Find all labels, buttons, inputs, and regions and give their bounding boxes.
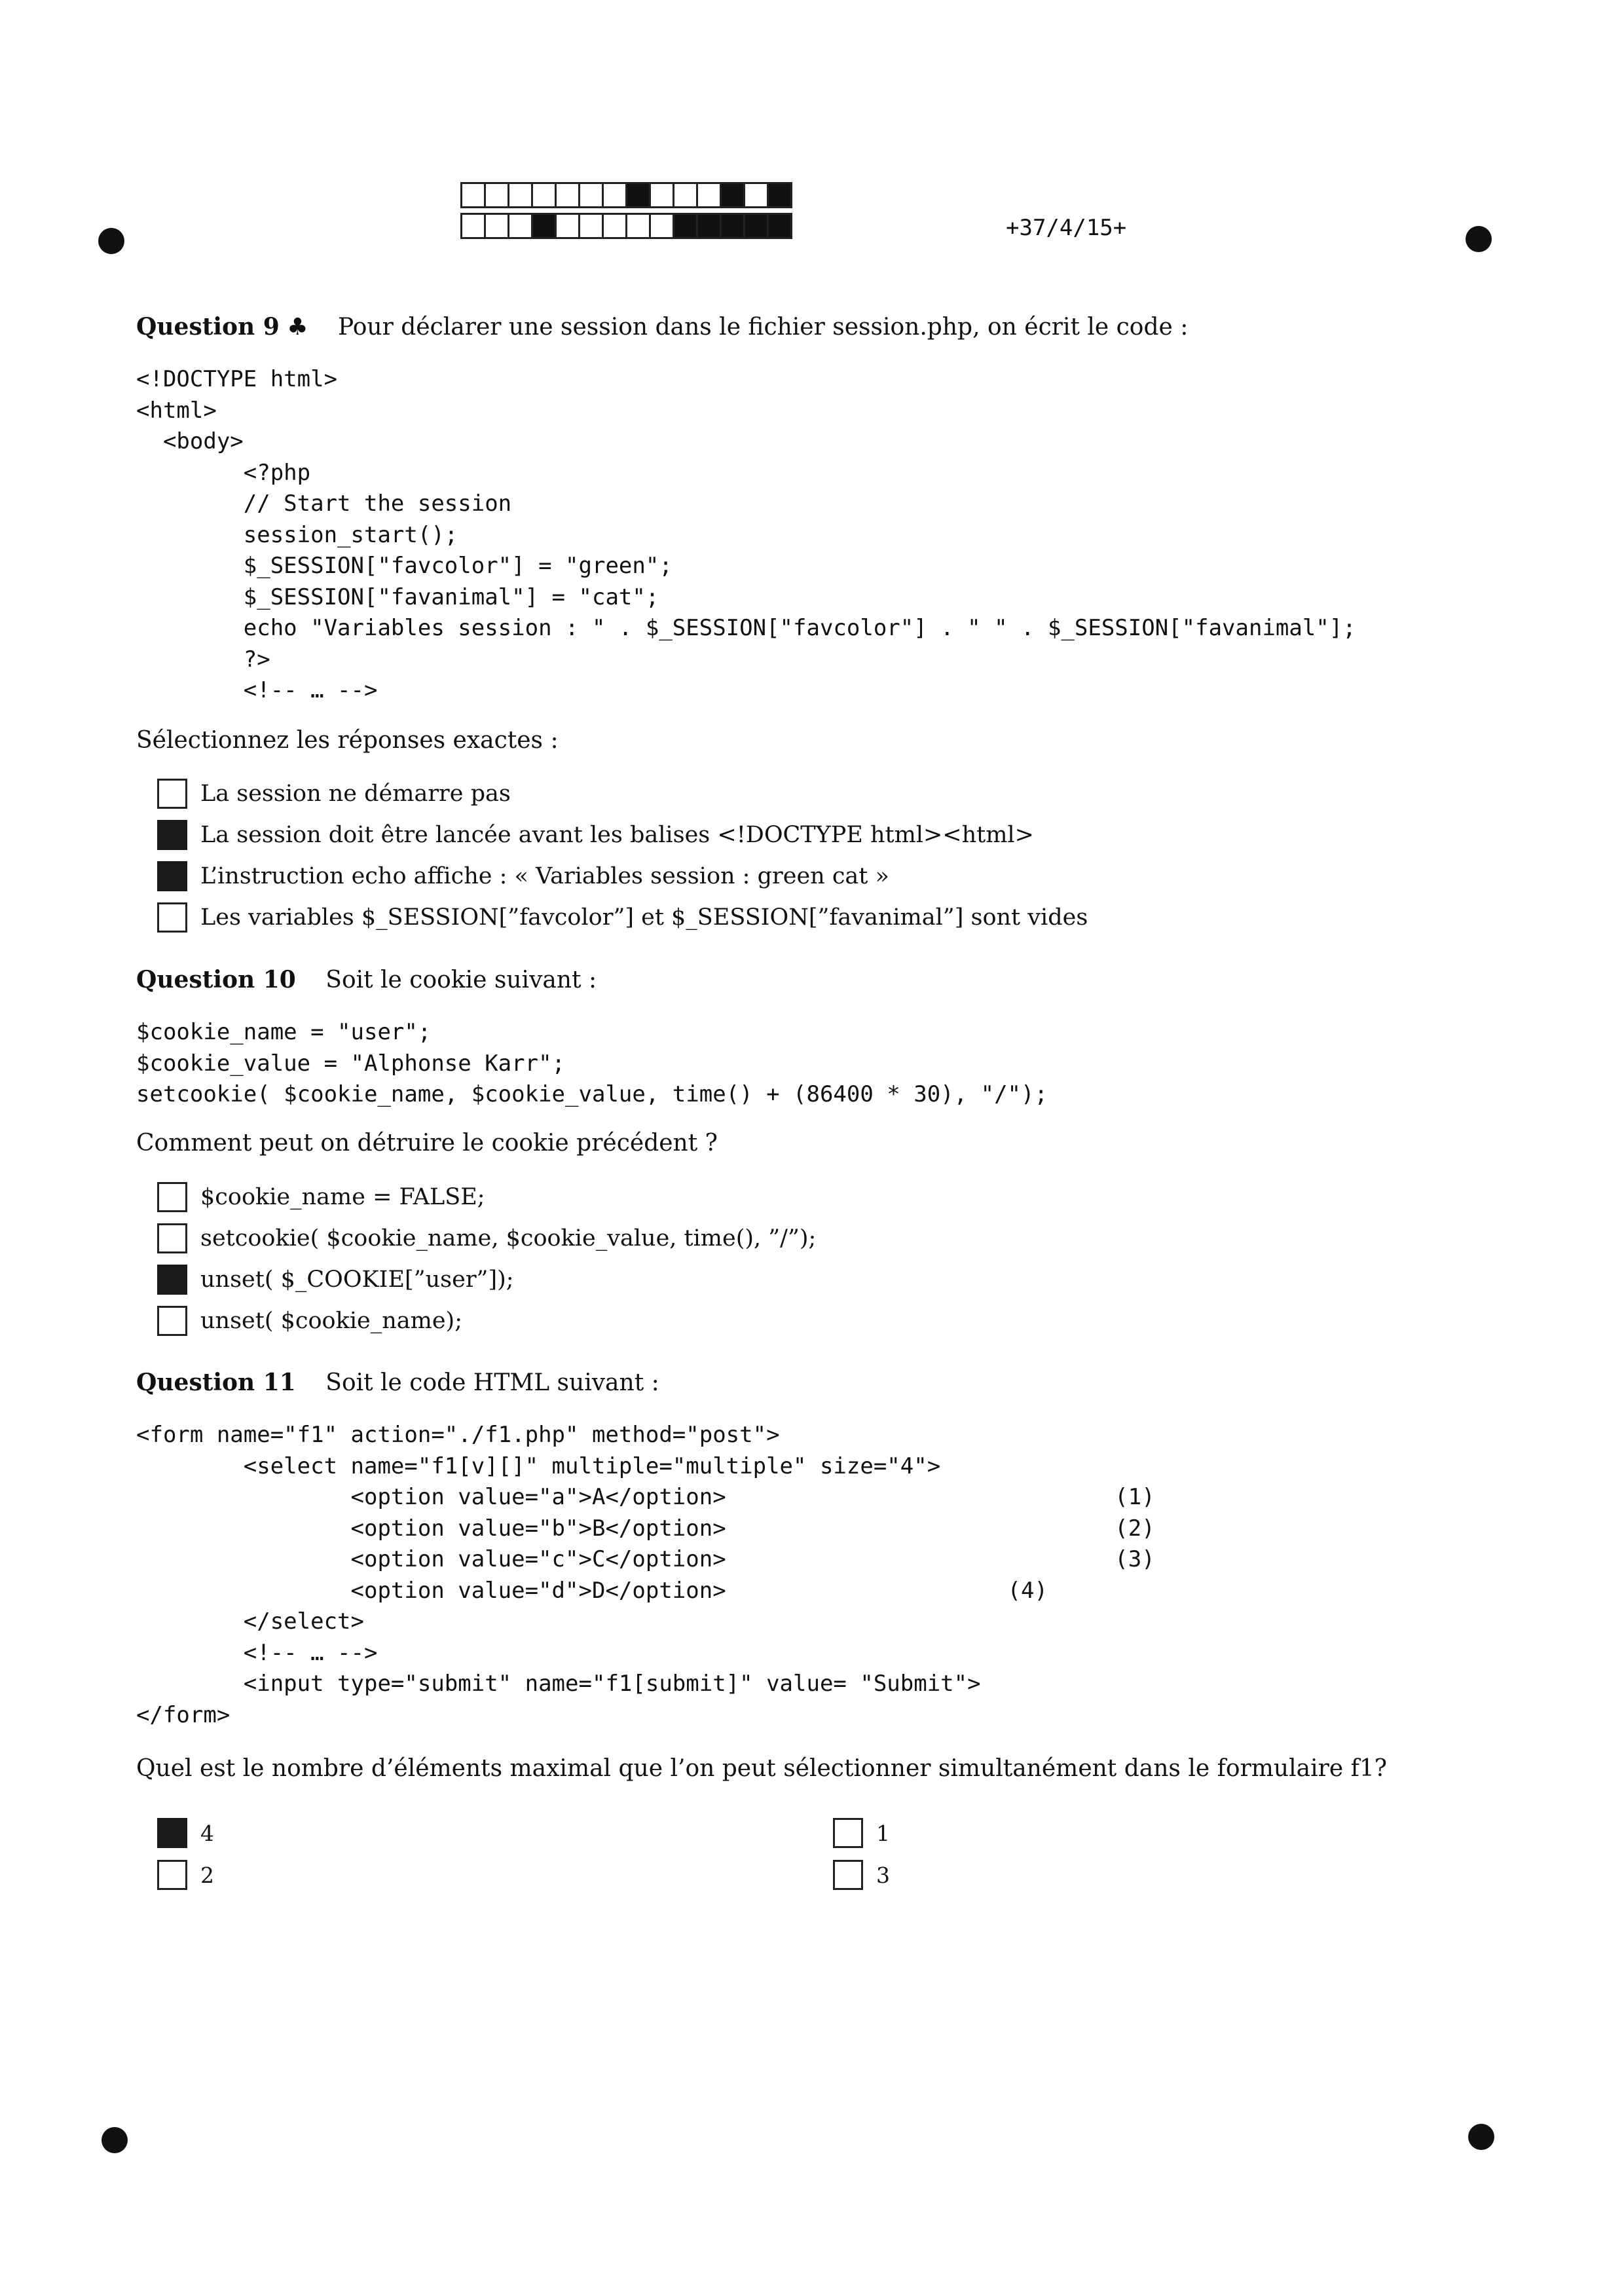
q9-option-3-checkbox[interactable] — [157, 861, 187, 891]
question-11-header — [136, 1369, 659, 1396]
q10-option-3[interactable] — [157, 1265, 514, 1295]
q10-option-4-checkbox[interactable] — [157, 1306, 187, 1336]
corner-mark-top-right — [1466, 226, 1492, 252]
barcode-cell — [507, 182, 533, 208]
question-11-prompt: Quel est le nombre d’éléments maximal que l’on peut sélectionner simultanément dans le formulaire f1? — [136, 1755, 1388, 1782]
q11-option-1-checkbox[interactable] — [157, 1818, 187, 1848]
q11-option-3-checkbox[interactable] — [833, 1818, 863, 1848]
barcode-cell — [578, 213, 604, 239]
q9-option-2[interactable] — [157, 820, 1034, 850]
barcode-row-1 — [462, 182, 792, 208]
barcode-cell — [625, 213, 651, 239]
q11-option-1[interactable] — [157, 1818, 214, 1848]
q10-option-2-checkbox[interactable] — [157, 1223, 187, 1253]
q11-option-2-checkbox[interactable] — [157, 1860, 187, 1890]
question-9-header — [136, 313, 1188, 341]
barcode-cell — [720, 182, 745, 208]
q11-option-2-label: 2 — [200, 1862, 214, 1888]
barcode-cell — [531, 182, 557, 208]
barcode-cell — [649, 182, 674, 208]
barcode-cell — [602, 182, 627, 208]
q10-option-4-label: unset( $cookie_name); — [200, 1308, 462, 1334]
q9-option-4-label: Les variables $_SESSION[”favcolor”] et $_SESSION[”favanimal”] sont vides — [200, 904, 1088, 931]
barcode-cell — [743, 182, 769, 208]
q9-option-2-checkbox[interactable] — [157, 820, 187, 850]
barcode-cell — [578, 182, 604, 208]
barcode-cell — [484, 182, 509, 208]
q9-option-1[interactable] — [157, 779, 511, 809]
q11-option-3[interactable] — [833, 1818, 890, 1848]
corner-mark-top-left — [98, 228, 124, 254]
question-10-header — [136, 966, 597, 993]
q11-option-4[interactable] — [833, 1860, 890, 1890]
barcode-cell — [673, 182, 698, 208]
corner-mark-bottom-left — [101, 2127, 128, 2153]
question-10-number: Question 10 — [136, 966, 296, 993]
q10-option-1-checkbox[interactable] — [157, 1182, 187, 1212]
q9-option-4-checkbox[interactable] — [157, 902, 187, 933]
page-reference: +37/4/15+ — [1006, 215, 1127, 241]
q9-option-1-checkbox[interactable] — [157, 779, 187, 809]
club-icon: ♣ — [287, 314, 308, 341]
q11-option-2[interactable] — [157, 1860, 214, 1890]
q10-option-2[interactable] — [157, 1223, 816, 1253]
q10-option-1[interactable] — [157, 1182, 485, 1212]
corner-mark-bottom-right — [1468, 2124, 1494, 2150]
q10-option-3-label: unset( $_COOKIE[”user”]); — [200, 1267, 514, 1293]
question-9-code: <!DOCTYPE html> <html> <body> <?php // Start the session session_start(); $_SESSION["favcolor"] = "green"; $_SESSION["favanimal"] = "cat"; echo "Variables session : " . $_SESSION["favcolor"] . " " . $_SESSION["favanimal"]; ?> <!-- … --> — [136, 366, 1356, 703]
question-9-prompt: Sélectionnez les réponses exactes : — [136, 727, 559, 754]
barcode-cell — [460, 182, 486, 208]
question-9-text: Pour déclarer une session dans le fichier session.php, on écrit le code : — [337, 314, 1189, 341]
question-10-prompt: Comment peut on détruire le cookie précédent ? — [136, 1130, 718, 1157]
barcode-cell — [767, 213, 792, 239]
q10-option-3-checkbox[interactable] — [157, 1265, 187, 1295]
question-10-code: $cookie_name = "user"; $cookie_value = "Alphonse Karr"; setcookie( $cookie_name, $cookie_value, time() + (86400 * 30), "/"); — [136, 1019, 1048, 1107]
q9-option-3-label: L’instruction echo affiche : « Variables session : green cat » — [200, 863, 889, 889]
barcode-cell — [673, 213, 698, 239]
barcode-cell — [460, 213, 486, 239]
barcode-cell — [531, 213, 557, 239]
barcode-cell — [625, 182, 651, 208]
barcode-cell — [602, 213, 627, 239]
barcode-cell — [507, 213, 533, 239]
q11-option-3-label: 1 — [876, 1820, 890, 1846]
q9-option-1-label: La session ne démarre pas — [200, 781, 511, 807]
question-10-text: Soit le cookie suivant : — [325, 967, 597, 993]
barcode-cell — [720, 213, 745, 239]
q9-option-2-label: La session doit être lancée avant les balises <!DOCTYPE html><html> — [200, 822, 1034, 848]
barcode-cell — [484, 213, 509, 239]
q9-option-4[interactable] — [157, 902, 1088, 933]
q11-option-4-checkbox[interactable] — [833, 1860, 863, 1890]
barcode-cell — [767, 182, 792, 208]
q9-option-3[interactable] — [157, 861, 889, 891]
barcode-row-2 — [462, 213, 792, 239]
barcode-cell — [696, 213, 722, 239]
barcode-cell — [555, 213, 580, 239]
q10-option-1-label: $cookie_name = FALSE; — [200, 1184, 485, 1210]
q10-option-4[interactable] — [157, 1306, 462, 1336]
barcode-cell — [743, 213, 769, 239]
q10-option-2-label: setcookie( $cookie_name, $cookie_value, time(), ”/”); — [200, 1225, 817, 1251]
barcode-cell — [649, 213, 674, 239]
question-11-text: Soit le code HTML suivant : — [325, 1369, 659, 1396]
q11-option-4-label: 3 — [876, 1862, 890, 1888]
question-11-code: <form name="f1" action="./f1.php" method="post"> <select name="f1[v][]" multiple="multiple" size="4"> <option value="a">A</option> (1) <option value="b">B</option> (2) <option value="c">C</option> (3) <option value="d">D</option> (4) </select> <!-- … --> <input type="submit" name="f1[submit]" value= "Submit"> </form> — [136, 1422, 1155, 1728]
barcode-cell — [555, 182, 580, 208]
question-9-number: Question 9 — [136, 313, 280, 341]
q11-option-1-label: 4 — [200, 1820, 214, 1846]
question-11-number: Question 11 — [136, 1369, 296, 1396]
barcode-cell — [696, 182, 722, 208]
